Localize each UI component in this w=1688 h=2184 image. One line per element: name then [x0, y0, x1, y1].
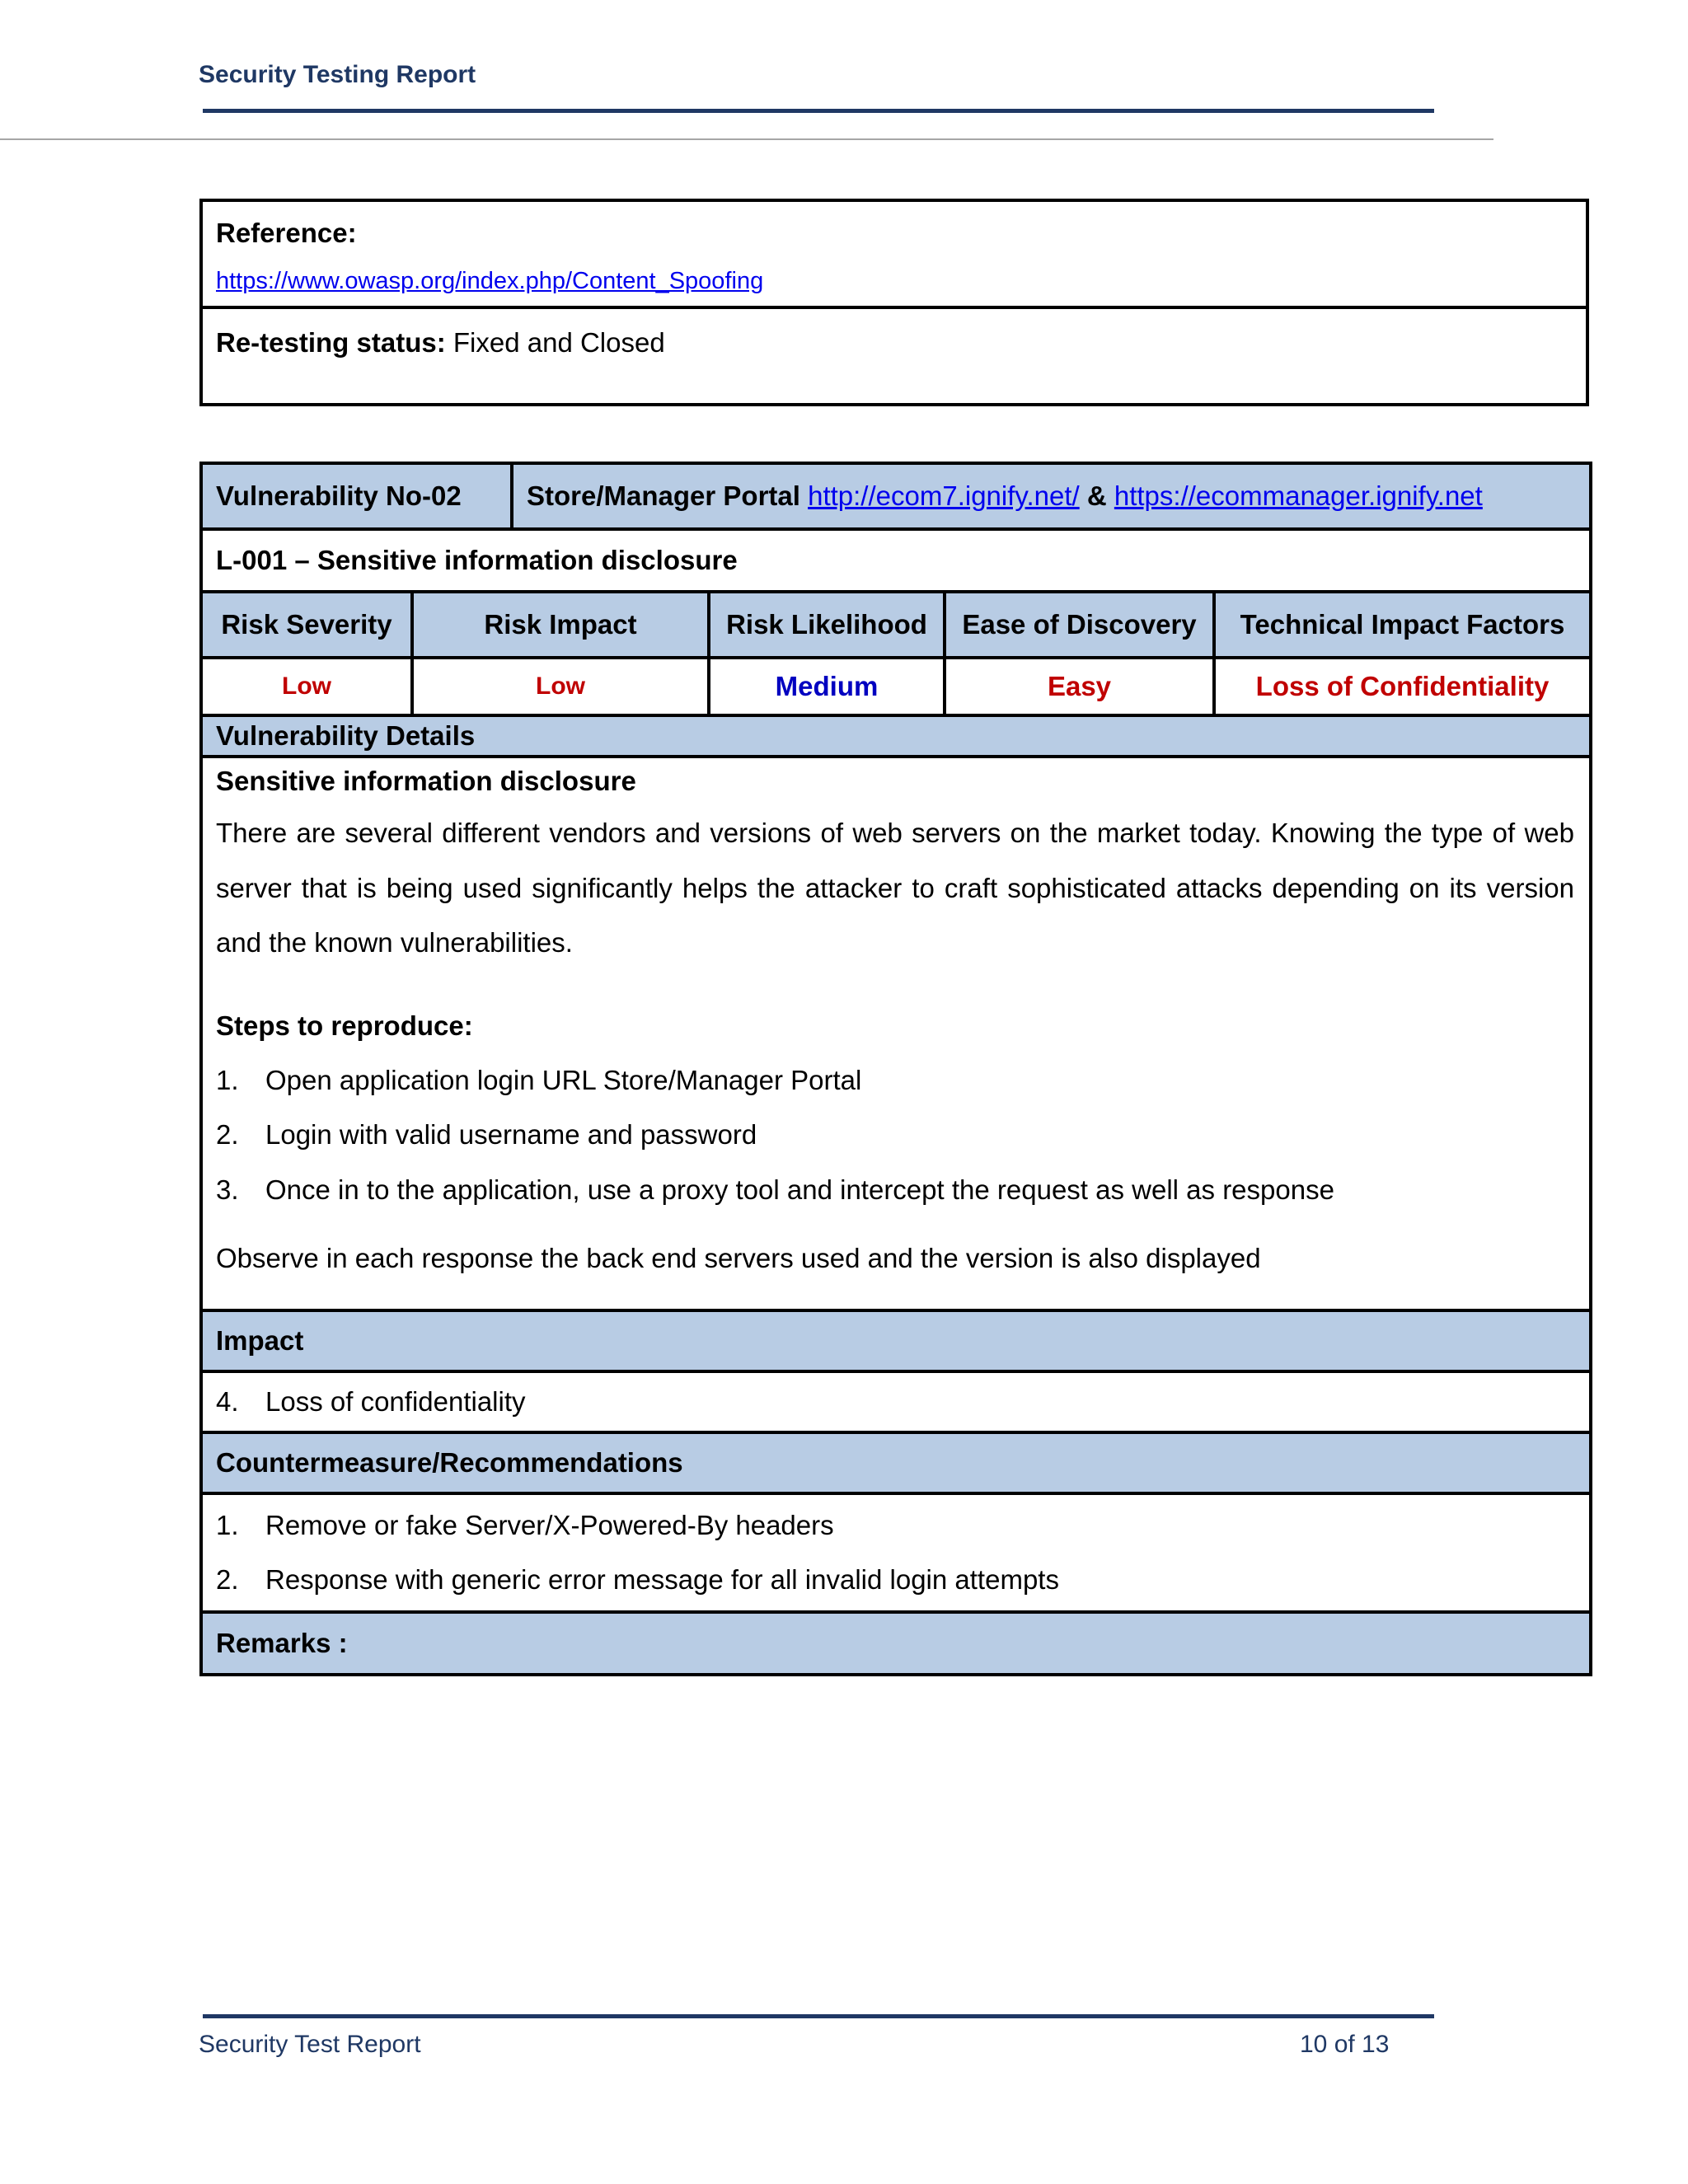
vulnerability-table: [199, 462, 1592, 1676]
details-header: Vulnerability Details: [201, 715, 1591, 757]
val-risk-likelihood: Medium: [709, 658, 945, 715]
impact-cell: [201, 1371, 1591, 1432]
list-item: 2. Login with valid username and password: [216, 1119, 757, 1150]
portal-amp: &: [1086, 480, 1107, 511]
observation-text: Observe in each response the back end servers used and the version is also displayed: [216, 1243, 1261, 1273]
details-cell: [201, 757, 1591, 1310]
header-rule: [203, 109, 1434, 113]
retest-status-cell: [201, 307, 1587, 405]
reference-label: Reference:: [216, 218, 357, 248]
remarks-header: Remarks :: [201, 1612, 1591, 1675]
val-risk-impact: Low: [412, 658, 709, 715]
retest-status-value: Fixed and Closed: [452, 327, 665, 358]
header-title: Security Testing Report: [199, 61, 476, 88]
val-risk-severity: Low: [201, 658, 412, 715]
col-risk-likelihood: Risk Likelihood: [709, 592, 945, 658]
footer-title: Security Test Report: [199, 2031, 421, 2058]
col-technical-impact: Technical Impact Factors: [1214, 592, 1591, 658]
vulnerability-number: Vulnerability No-02: [201, 463, 512, 529]
list-item: 1. Remove or fake Server/X-Powered-By headers: [216, 1509, 834, 1540]
portal-link-2[interactable]: https://ecommanager.ignify.net: [1114, 480, 1483, 511]
portal-link-1[interactable]: http://ecom7.ignify.net/: [808, 480, 1080, 511]
impact-header: Impact: [201, 1310, 1591, 1371]
val-ease-of-discovery: Easy: [945, 658, 1214, 715]
header-divider: [0, 138, 1493, 140]
countermeasure-header: Countermeasure/Recommendations: [201, 1432, 1591, 1493]
list-item: 2. Response with generic error message for all invalid login attempts: [216, 1564, 1059, 1595]
col-risk-impact: Risk Impact: [412, 592, 709, 658]
val-technical-impact: Loss of Confidentiality: [1214, 658, 1591, 715]
portal-cell: [512, 463, 1591, 529]
steps-heading: Steps to reproduce:: [216, 1010, 473, 1041]
vulnerability-title: L-001 – Sensitive information disclosure: [201, 529, 1591, 592]
reference-link[interactable]: https://www.owasp.org/index.php/Content_Spoofing: [216, 268, 764, 294]
page-number: 10 of 13: [1300, 2031, 1390, 2058]
details-subtitle: Sensitive information disclosure: [216, 766, 636, 796]
col-ease-of-discovery: Ease of Discovery: [945, 592, 1214, 658]
footer-rule: [203, 2014, 1434, 2018]
retest-status-label: Re-testing status:: [216, 327, 446, 358]
portal-label: Store/Manager Portal: [527, 480, 800, 511]
details-paragraph: There are several different vendors and versions of web servers on the market today. Knowing the type of web server that is being used significantly helps the attacker to craft sophisticated attacks depending on its version and the known vulnerabilities.: [216, 818, 1575, 958]
list-item: 3. Once in to the application, use a proxy tool and intercept the request as well as response: [216, 1174, 1334, 1205]
col-risk-severity: Risk Severity: [201, 592, 412, 658]
countermeasure-cell: [201, 1493, 1591, 1612]
list-item: 1. Open application login URL Store/Manager Portal: [216, 1064, 862, 1095]
list-item: 4. Loss of confidentiality: [216, 1385, 526, 1417]
reference-table: [199, 199, 1589, 406]
reference-cell: [201, 200, 1587, 307]
